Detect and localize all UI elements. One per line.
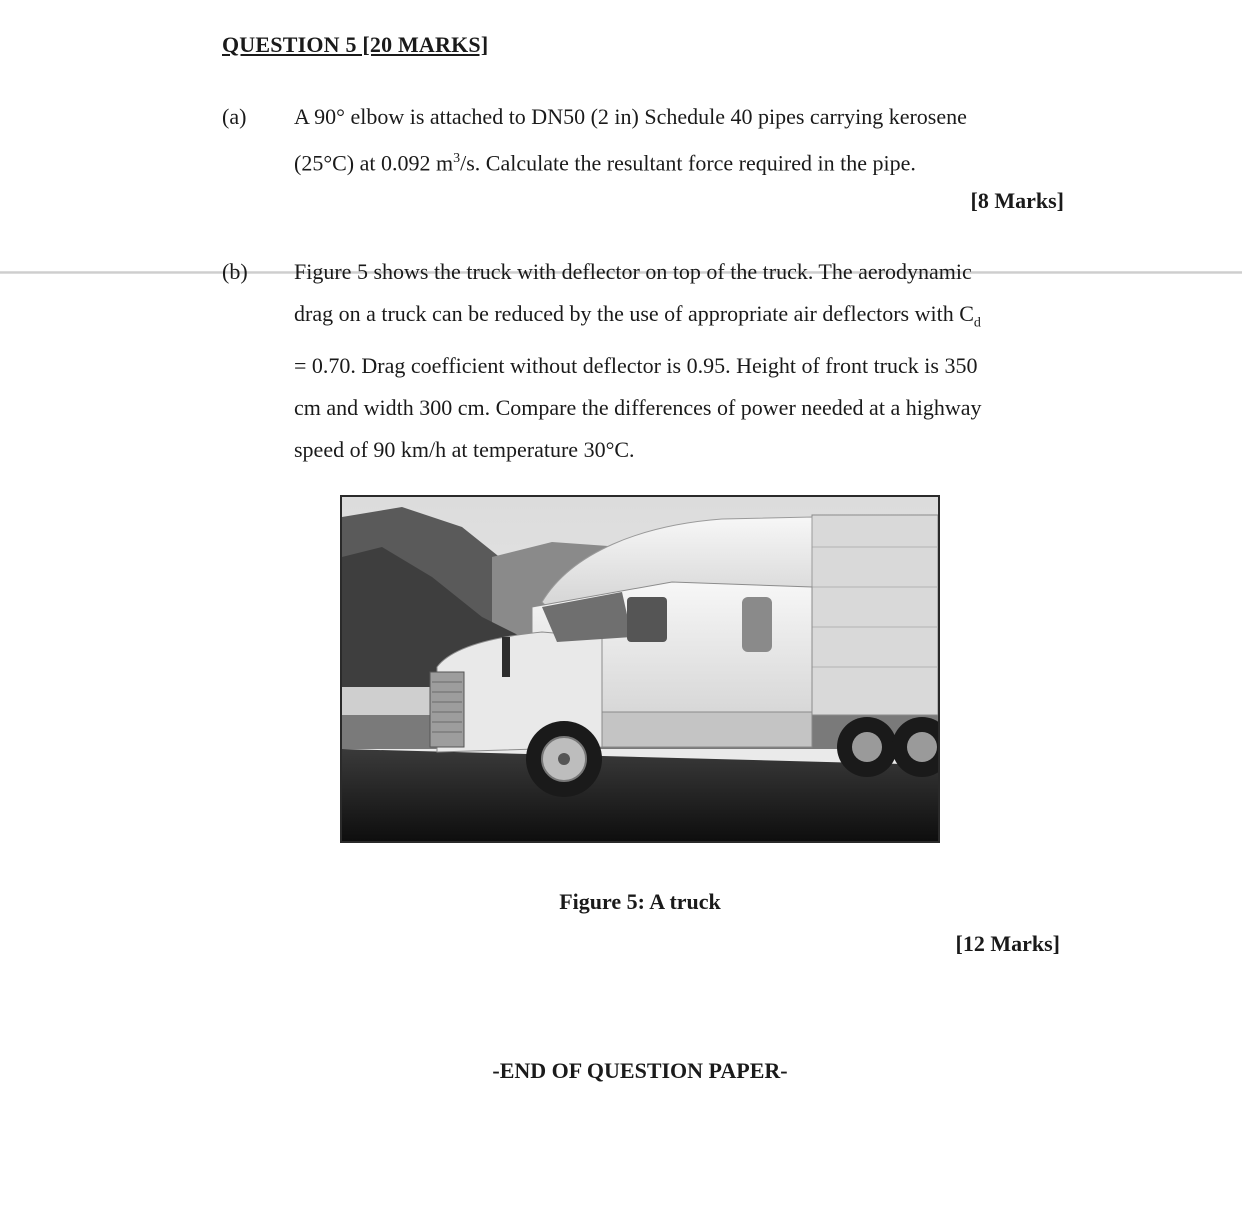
part-a-label: (a) — [222, 104, 247, 129]
front-hub-center — [558, 753, 570, 765]
part-b-line-2 — [294, 293, 1064, 345]
grille — [430, 672, 464, 747]
part-a-marks: [8 Marks] — [970, 188, 1064, 213]
cubic-superscript: 3 — [453, 151, 461, 167]
part-b-line-2-start: drag on a truck can be reduced by the use of appropriate air deflectors with C — [294, 301, 974, 327]
question-heading: QUESTION 5 [20 MARKS] — [222, 32, 489, 57]
truck-photo — [342, 497, 938, 841]
part-b-line-4: cm and width 300 cm. Compare the differences of power needed at a highway — [294, 395, 982, 420]
part-b-marks: [12 Marks] — [955, 931, 1060, 956]
truck-figure — [340, 495, 940, 843]
part-b-line-1: Figure 5 shows the truck with deflector on top of the truck. The aerodynamic — [294, 259, 972, 284]
part-b-line-5: speed of 90 km/h at temperature 30°C. — [294, 437, 635, 463]
part-a-line-2-end: /s. Calculate the resultant force required in the pipe. — [460, 150, 916, 176]
trailer — [812, 515, 938, 715]
figure-caption: Figure 5: A truck — [559, 889, 721, 914]
rear-hub-2 — [907, 732, 937, 762]
part-b-line-3: = 0.70. Drag coefficient without deflector is 0.95. Height of front truck is 350 — [294, 352, 978, 378]
part-a-line-1: A 90° elbow is attached to DN50 (2 in) Schedule 40 pipes carrying kerosene — [294, 104, 967, 129]
sleeper-window — [742, 597, 772, 652]
side-skirt — [602, 712, 812, 747]
drag-subscript: d — [973, 315, 981, 331]
part-a-text — [294, 96, 1064, 185]
part-b-text — [294, 251, 1064, 471]
part-b-label: (b) — [222, 259, 248, 284]
side-window — [627, 597, 667, 642]
mirror — [502, 637, 510, 677]
end-of-paper: -END OF QUESTION PAPER- — [492, 1058, 788, 1083]
part-a-line-2-start: (25°C) at 0.092 m — [294, 150, 454, 176]
rear-hub-1 — [852, 732, 882, 762]
part-a-line-2 — [294, 138, 1064, 185]
